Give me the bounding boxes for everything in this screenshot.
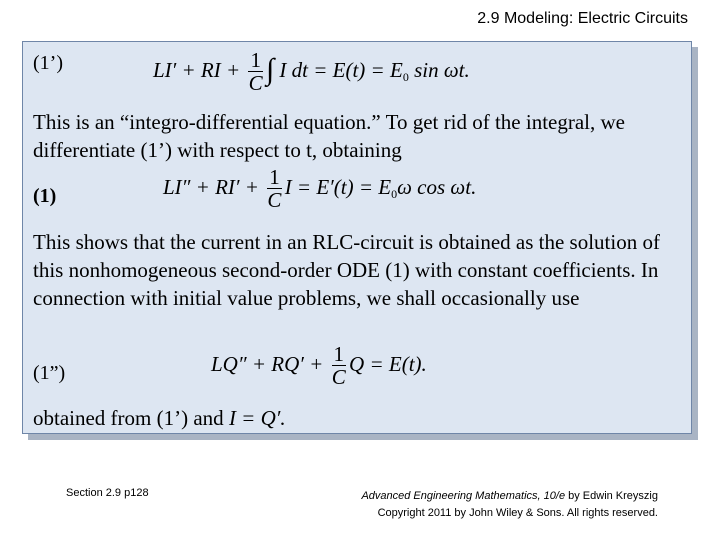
eq2-fraction	[267, 167, 282, 211]
equation-1-tag: (1)	[33, 185, 57, 207]
equation-1	[163, 167, 476, 211]
footer-section-ref: Section 2.9 p128	[66, 487, 149, 499]
equation-1-double-prime-tag: (1”)	[33, 362, 66, 384]
paragraph-obtained-from	[33, 404, 683, 432]
para3-text: obtained from (1’) and	[33, 406, 229, 430]
eq1-frac-den: C	[248, 71, 263, 95]
eq1-rhs: sin ωt.	[408, 57, 470, 82]
equation-1-prime	[153, 50, 470, 94]
footer-book-line	[361, 488, 658, 505]
footer-rights-line: Copyright 2011 by John Wiley & Sons. All rights reserved.	[377, 507, 658, 519]
paragraph-integro-differential: This is an “integro-differential equation.” To get rid of the integral, we differentiate (1’) with respect to t, obtaining	[33, 110, 625, 162]
section-number: 2.9	[477, 10, 500, 27]
eq1-subscript: 0	[402, 69, 409, 84]
eq3-lhs: LQ″ + RQ′ +	[211, 351, 329, 376]
eq2-frac-den: C	[267, 188, 282, 212]
eq2-lhs: LI″ + RI′ +	[163, 174, 265, 199]
eq3-frac-num: 1	[333, 342, 345, 366]
eq2-frac-num: 1	[269, 165, 280, 189]
eq2-rhs: I = E′(t) = E	[284, 174, 392, 199]
para3-math: I = Q′.	[228, 406, 286, 430]
eq2-rhs-tail: ω cos ωt.	[397, 174, 477, 199]
equation-1-prime-tag: (1’)	[33, 52, 63, 74]
eq3-rhs: Q = E(t).	[349, 351, 427, 376]
eq3-fraction	[332, 344, 347, 388]
section-title: Modeling: Electric Circuits	[503, 10, 688, 27]
eq3-frac-den: C	[331, 365, 346, 389]
eq1-integrand: I dt = E(t) = E	[279, 57, 403, 82]
paragraph-rlc-circuit: This shows that the current in an RLC-circuit is obtained as the solution of this nonhomogeneous second-order ODE (1) with constant coefficients. In connection with initial value problems, we shall occasionally use	[33, 230, 660, 310]
eq1-fraction	[248, 50, 263, 94]
equation-1-double-prime	[211, 344, 427, 388]
integral-sign: ∫	[265, 53, 275, 86]
footer-copyright	[361, 488, 658, 522]
footer-author: by Edwin Kreyszig	[565, 490, 658, 502]
eq2-subscript: 0	[391, 186, 398, 201]
eq1-frac-num: 1	[250, 48, 261, 72]
eq1-lhs: LI′ + RI +	[153, 57, 246, 82]
content-panel	[22, 41, 692, 434]
slide-title	[477, 10, 688, 28]
footer-book-title: Advanced Engineering Mathematics, 10/e	[361, 490, 566, 502]
